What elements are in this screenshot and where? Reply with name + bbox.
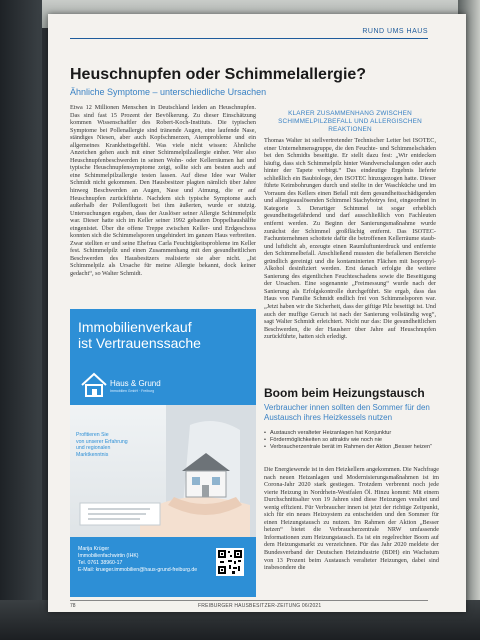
ad-contact-name: Marija Krüger — [78, 546, 110, 552]
background-left — [0, 0, 42, 640]
ad-contact-phone: Tel. 0761 38960-17 — [78, 560, 123, 566]
ad-offer-line2: von unserer Erfahrung — [76, 438, 128, 445]
advertisement — [70, 309, 256, 597]
article2-subtitle: Verbraucher innen sollten den Sommer für den Austausch ihres Heizkessels nutzen — [264, 403, 430, 422]
hands-holding-house-illustration — [70, 405, 256, 537]
page-number: 78 — [70, 603, 76, 609]
bullet-item: • Austausch veralteter Heizanlagen hat Konjunktur — [264, 430, 439, 437]
bullet-item: • Fördermöglichkeiten so attraktiv wie noch nie — [264, 437, 439, 444]
section-divider — [70, 38, 428, 39]
article-body-right-text: Thomas Walter ist stellvertretender Technischer Leiter bei ISOTEC, einer Unternehmensgruppe, die den Feuchte- und Schimmelschäden bei den Schmidts beseitigte. Er stellt dazu fest: „Wir entdecken häufig, dass sich Schimmelpilz hinter Wandverschalungen oder auch hinter der Tapete verbirgt.“ Das eindeutige Ergebnis lieferte schließlich ein Baubiologe, den ISOTEC hinzugezogen hatte. Dieser führte Keimbohrungen durch und stellte in der Waschküche und im Vorraum des Kellers einen Befall mit dem gesundheitsschädigenden und allergieauslösenden Schimmel Stachybotrys fest, eingeordnet in Kategorie 3. Derartiger Schimmel ist sogar erheblich gesundheitsgefährdend und darf ausschließlich von Fachleuten entfernt werden. Zu Beginn der Sanierungsmaßnahme wurde zunächst der Schimmel großflächig entfernt. Das ISOTEC-Fachunternehmen schottete dafür die betroffenen Kellerräume staub- und luftdicht ab, erzeugte einen Raumluftunterdruck und entfernte den Schimmelbefall. Anschließend mussten die befallenen Bereiche gründlich gereinigt und die kontaminierten Flächen mit Isopropyl-Alkohol desinfiziert werden. Erst danach erfolgte die weitere Sanierung des eigentlichen Feuchteschadens sowie die Beseitigung der Ursachen. Eine sogenannte „Freimessung“ wurde nach der Sanierung als Erfolgskontrolle durchgeführt. Sie ergab, dass das Haus von Familie Schmidt endlich frei von Schimmelsporen war. „Jetzt haben wir die Sicherheit, dass der giftige Pilz beseitigt ist. Und auch der muffige Geruch ist nach der Sanierung vollständig weg“, sagt Walter Schmidt erleichtert. Nicht nur das: Die gesundheitlichen Beschwerden, die der Hausherr über Jahre auf Heuschnupfen zurückführte, hatten sich erledigt. — [264, 137, 436, 341]
article2-body: Die Energiewende ist in den Heizkellern angekommen. Die Nachfrage nach neuen Heizanlagen und Modernisierungsmaßnahmen ist im Corona-Jahr 2020 stark gestiegen. Trotzdem verbrennt noch jede vierte Heizung in Nordrhein-Westfalen Öl. Hinzu kommt: Mit einem Durchschnittsalter von 19 Jahren sind diese Heizungen veraltet und wenig effizient. Für Verbraucher innen ist jetzt der richtige Zeitpunkt, sich für ein neues Heizsystem zu entscheiden und den Sommer für einen Heizungstausch zu nutzen. Im Rahmen der Aktion „Besser heizen“ bietet die Verbraucherzentrale NRW umfassende Informationen zum Heizungstausch. Es ist ein regelrechter Boom auf dem Heizungsmarkt zu verzeichnen. Für das Jahr 2020 meldete der Bundesverband der Deutschen Heizindustrie (BDH) ein Wachstum von 13 Prozent beim Austausch veralteter Heizungen, dabei sind insbesondere die — [264, 466, 439, 572]
ad-offer-line3: und regionalen Marktkenntnis — [76, 445, 111, 458]
article-subtitle: Ähnliche Symptome – unterschiedliche Ursachen — [70, 87, 267, 97]
article-title: Heuschnupfen oder Schimmelallergie? — [70, 66, 367, 83]
bullet-item: • Verbraucherzentrale berät im Rahmen der Aktion „Besser heizen“ — [264, 444, 439, 451]
pull-quote: KLARER ZUSAMMENHANG ZWISCHEN SCHIMMELPILZBEFALL UND ALLERGISCHEN REAKTIONEN — [278, 110, 422, 133]
ad-contact-title: Immobilienfachwirtin (IHK) — [78, 553, 139, 559]
article-body-left: Etwa 12 Millionen Menschen in Deutschland leiden an Heuschnupfen. Das sind fast 15 Prozent der Bevölkerung. Zu dieser Einschätzung kommen Wissenschaftler des Robert-Koch-Instituts. Die typischen Symptome bei Pollenallergie sind tränende Augen, eine laufende Nase, ständiges Niesen, aber auch Kopfschmerzen, Atemprobleme und ein allgemeines Krankheitsgefühl. Was viele nicht wissen: Ähnliche Anzeichen gehen auch mit einer Schimmelpilzallergie einher. Wer also Heuschnupfenbeschwerden in seinen Wohn- oder Kellerräumen hat und typische Heuschnupfensymptome zeigt, sollte sich am besten auch auf eine Schimmelpilzallergie testen lassen. Auf diese Idee war Walter Schmidt nicht gekommen. Den Hausbesitzer plagten nämlich über Jahre hinweg Beschwerden an Augen, Nase und Atmung, die er auf Heuschnupfen zurückführte. Nachdem sich typische Symptome auch außerhalb der Pollenflugzeit bei ihm äußerten, wurde er stutzig. Untersuchungen ergaben, dass der Auslöser seiner Allergie Schimmelpilz war. Dieser hatte sich im Keller seiner 1992 gebauten Doppelhaushälfte eingenistet. Über die offene Treppe zwischen Keller- und Erdgeschoss konnten sich die Schimmelsporen ungehindert im ganzen Haus verbreiten. Zwar stellten er und seine Ehefrau Carla Feuchtigkeitsprobleme im Keller fest. Schimmelpilz und einen Zusammenhang mit den gesundheitlichen Beschwerden des Hausbesitzers realisierte sie aber nicht. „Ist Schimmelpilz als Ursache für meine Allergie bekannt, dock keiner gedacht“, so Walter Schmidt. — [70, 104, 256, 278]
ad-headline — [78, 319, 201, 351]
ad-contact-email: E-Mail: krueger.immobilien@haus-grund-freiburg.de — [78, 567, 198, 573]
footer-rule — [70, 600, 428, 601]
qr-code-icon — [216, 548, 244, 576]
publication-name: FREIBURGER HAUSBESITZER-ZEITUNG 06/2021 — [198, 603, 322, 609]
ad-offer-text — [76, 432, 144, 458]
ad-brand-sub: Immobilien GmbH · Freiburg — [110, 389, 155, 393]
ad-brand: Haus & Grund — [110, 379, 161, 388]
ad-photo — [70, 405, 256, 537]
article2-bullets — [264, 430, 439, 451]
ad-headline-line1: Immobilienverkauf — [78, 319, 192, 335]
article2-title: Boom beim Heizungstausch — [264, 386, 425, 400]
ad-offer-line1: Profitieren Sie — [76, 432, 109, 438]
article-body-right — [264, 110, 436, 341]
magazine-page — [48, 14, 466, 612]
section-title: RUND UMS HAUS — [362, 28, 428, 35]
ad-headline-line2: ist Vertrauenssache — [78, 335, 201, 351]
ad-contact — [78, 546, 197, 574]
